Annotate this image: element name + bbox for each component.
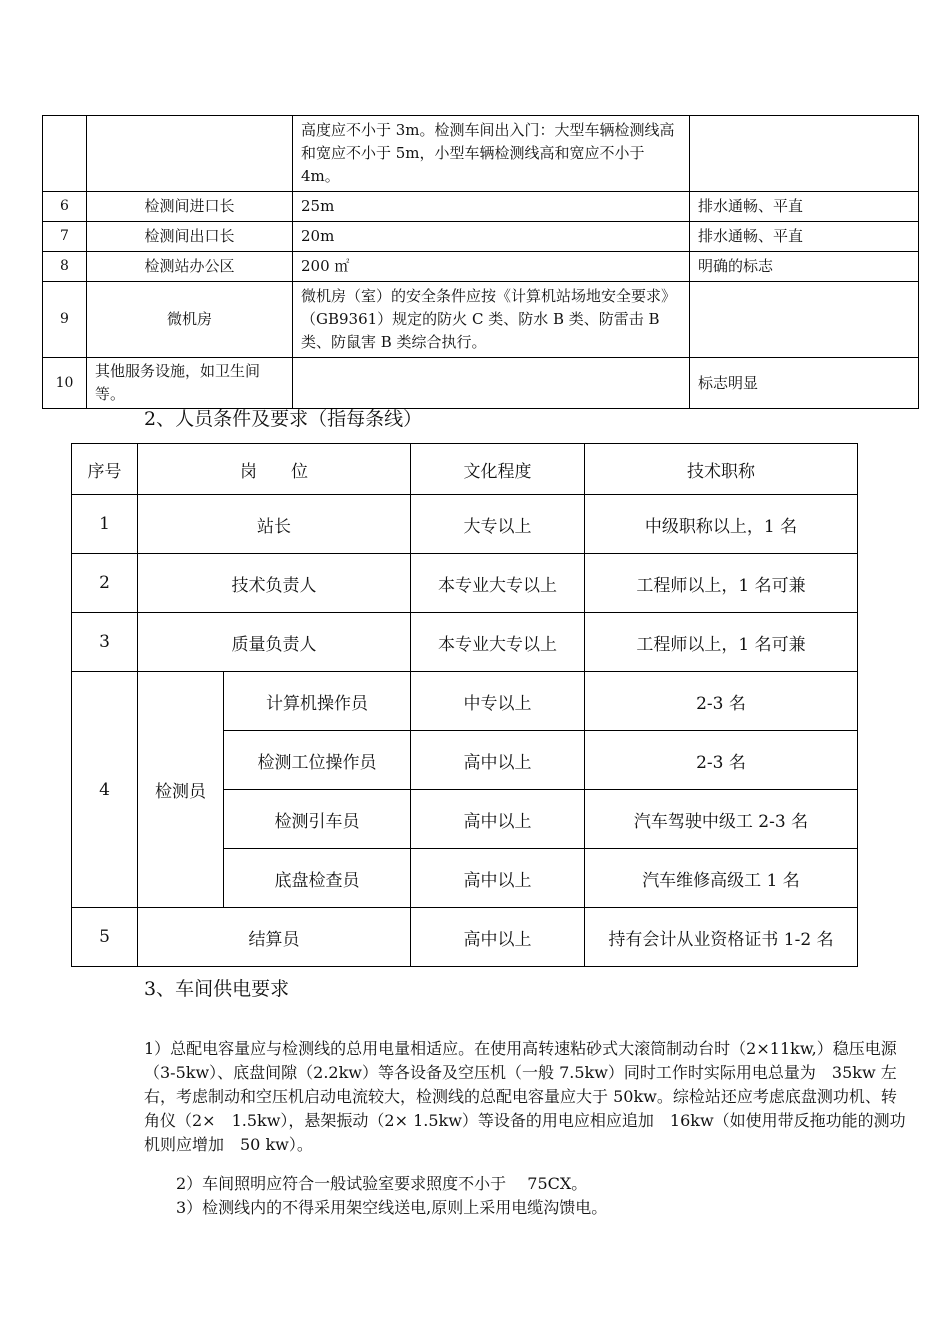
table-row (43, 116, 919, 192)
requirement: 微机房（室）的安全条件应按《计算机站场地安全要求》（GB9361）规定的防火 C 类、防水 B 类、防雷击 B 类、防鼠害 B 类综合执行。 (293, 282, 690, 358)
requirement: 200 ㎡ (293, 252, 690, 282)
tech-title: 工程师以上，1 名可兼 (585, 613, 858, 672)
row-number: 10 (43, 358, 87, 409)
tech-title: 2-3 名 (585, 731, 858, 790)
row-number: 4 (72, 672, 138, 908)
tech-title: 中级职称以上，1 名 (585, 495, 858, 554)
section-heading: 2、人员条件及要求（指每条线） (144, 408, 423, 430)
table-row (43, 222, 919, 252)
header-education: 文化程度 (411, 444, 585, 495)
position: 底盘检查员 (224, 849, 411, 908)
table-row (72, 908, 858, 967)
item-name (87, 116, 293, 192)
note (690, 116, 919, 192)
row-number: 2 (72, 554, 138, 613)
row-number: 8 (43, 252, 87, 282)
item-name: 检测间出口长 (87, 222, 293, 252)
header-no: 序号 (72, 444, 138, 495)
note: 排水通畅、平直 (690, 222, 919, 252)
tech-title: 持有会计从业资格证书 1-2 名 (585, 908, 858, 967)
education: 大专以上 (411, 495, 585, 554)
requirement: 25m (293, 192, 690, 222)
education: 高中以上 (411, 731, 585, 790)
note: 排水通畅、平直 (690, 192, 919, 222)
header-title: 技术职称 (585, 444, 858, 495)
position: 质量负责人 (138, 613, 411, 672)
table-row (72, 554, 858, 613)
table-header-row (72, 444, 858, 495)
power-paragraph-3: 3）检测线内的不得采用架空线送电,原则上采用电缆沟馈电。 (176, 1198, 608, 1217)
table-row (43, 282, 919, 358)
group-position: 检测员 (138, 672, 224, 908)
row-number: 3 (72, 613, 138, 672)
personnel-table (71, 443, 858, 967)
row-number: 5 (72, 908, 138, 967)
item-name: 检测站办公区 (87, 252, 293, 282)
header-position: 岗 位 (138, 444, 411, 495)
education: 高中以上 (411, 790, 585, 849)
position: 计算机操作员 (224, 672, 411, 731)
row-number: 6 (43, 192, 87, 222)
position: 检测工位操作员 (224, 731, 411, 790)
tech-title: 汽车驾驶中级工 2-3 名 (585, 790, 858, 849)
row-number: 9 (43, 282, 87, 358)
item-name: 微机房 (87, 282, 293, 358)
table-row (43, 192, 919, 222)
education: 中专以上 (411, 672, 585, 731)
requirement (293, 358, 690, 409)
row-number (43, 116, 87, 192)
requirement: 20m (293, 222, 690, 252)
table-row (43, 358, 919, 409)
item-name: 检测间进口长 (87, 192, 293, 222)
table-row (43, 252, 919, 282)
education: 高中以上 (411, 908, 585, 967)
tech-title: 2-3 名 (585, 672, 858, 731)
tech-title: 汽车维修高级工 1 名 (585, 849, 858, 908)
position: 检测引车员 (224, 790, 411, 849)
facility-table (42, 115, 919, 409)
table-row (72, 495, 858, 554)
power-paragraph-1: 1）总配电容量应与检测线的总用电量相适应。在使用高转速粘砂式大滚筒制动台时（2×11kw,）稳压电源（3-5kw）、底盘间隙（2.2kw）等各设备及空压机（一般 7.5kw）同时工作时实际用电总量为 35kw 左右，考虑制动和空压机启动电流较大，检测线的总配电容量应大于 50kw。综检站还应考虑底盘测功机、转角仪（2× 1.5kw），悬架振动（2× 1.5kw）等设备的用电应相应追加 16kw（如使用带反拖功能的测功机则应增加 50 kw）。 (144, 1039, 906, 1154)
position: 技术负责人 (138, 554, 411, 613)
table-row (72, 613, 858, 672)
section-heading: 3、车间供电要求 (144, 978, 290, 1000)
table-row (72, 672, 858, 731)
requirement: 高度应不小于 3m。检测车间出入门：大型车辆检测线高和宽应不小于 5m，小型车辆检测线高和宽应不小于 4m。 (293, 116, 690, 192)
power-paragraph-2: 2）车间照明应符合一般试验室要求照度不小于 75CX。 (176, 1174, 588, 1193)
education: 本专业大专以上 (411, 613, 585, 672)
note: 明确的标志 (690, 252, 919, 282)
position: 结算员 (138, 908, 411, 967)
note (690, 282, 919, 358)
row-number: 1 (72, 495, 138, 554)
education: 本专业大专以上 (411, 554, 585, 613)
note: 标志明显 (690, 358, 919, 409)
item-name: 其他服务设施，如卫生间等。 (87, 358, 293, 409)
position: 站长 (138, 495, 411, 554)
tech-title: 工程师以上，1 名可兼 (585, 554, 858, 613)
row-number: 7 (43, 222, 87, 252)
education: 高中以上 (411, 849, 585, 908)
